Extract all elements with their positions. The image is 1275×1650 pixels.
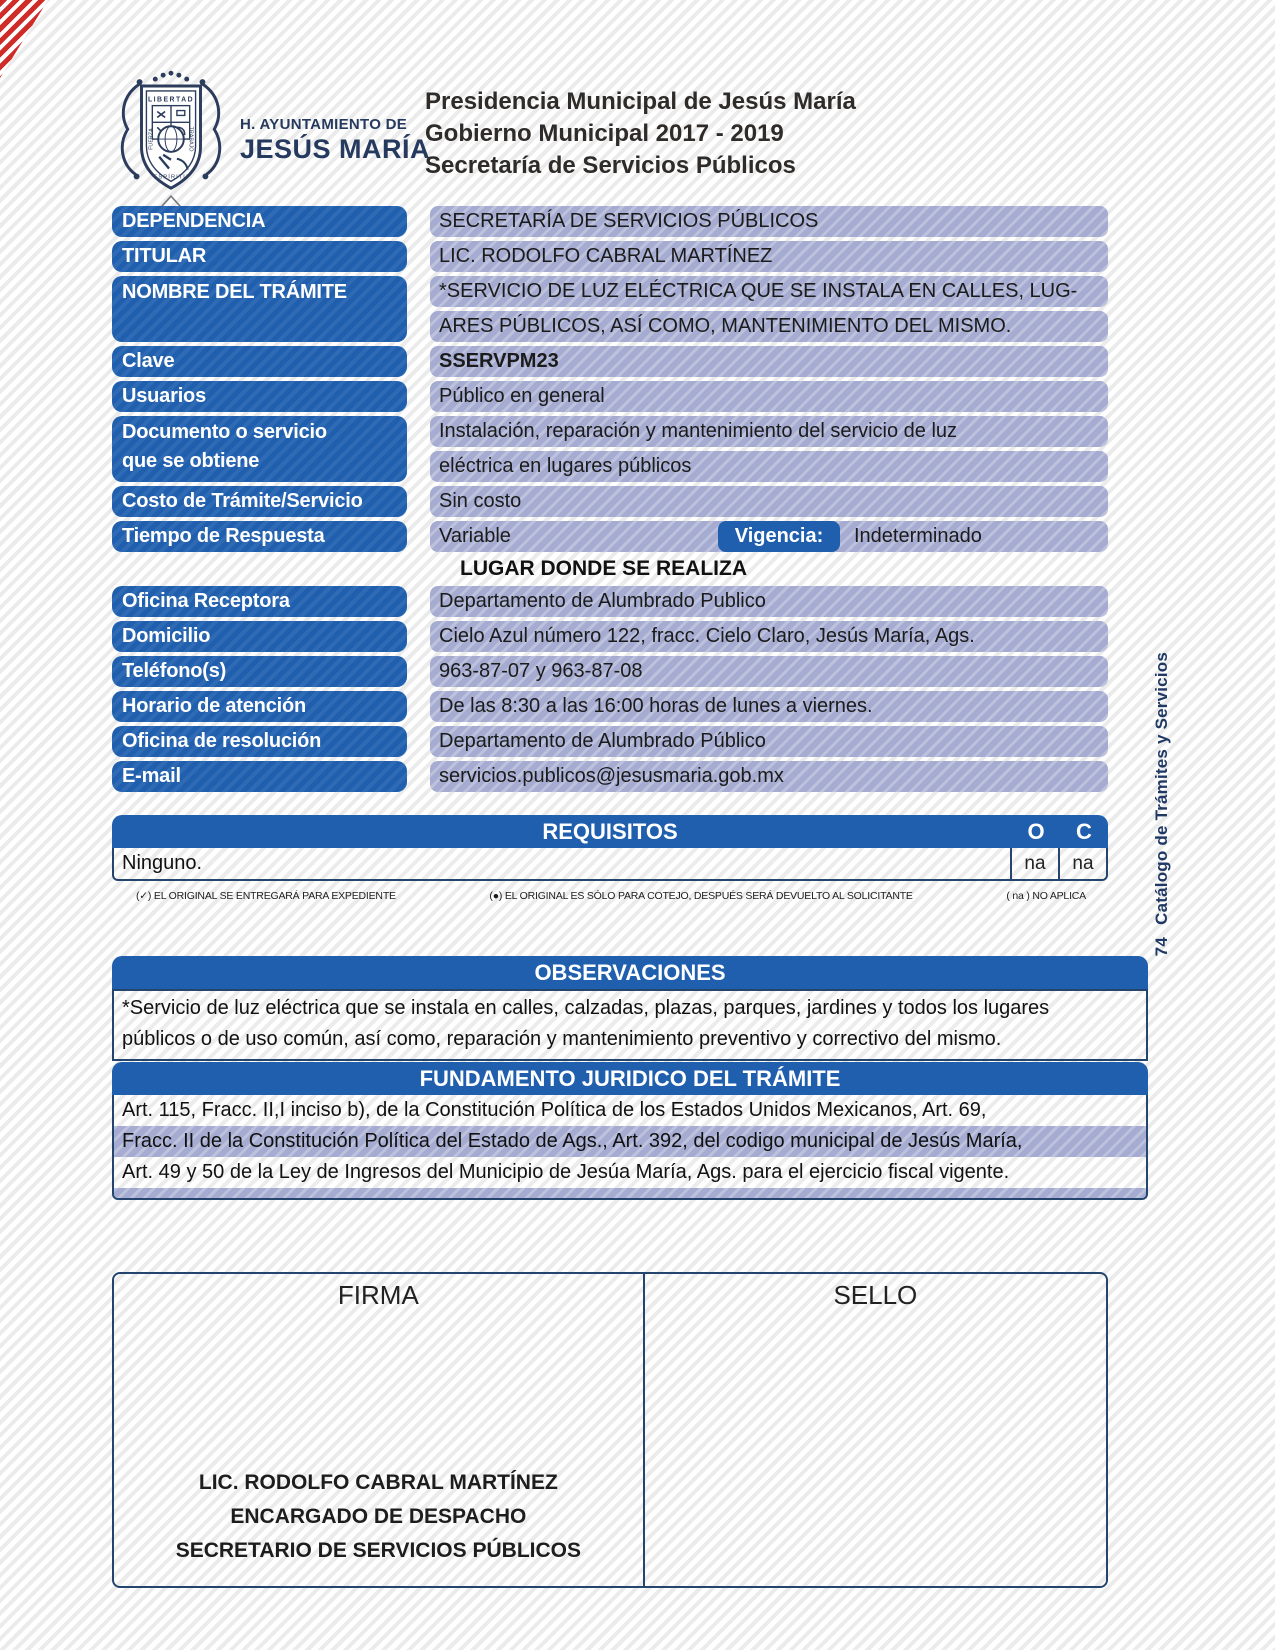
field-value-vigencia: Indeterminado: [854, 525, 982, 547]
signature-role1: ENCARGADO DE DESPACHO: [230, 1505, 527, 1528]
page-corner-decoration: [0, 0, 48, 78]
field-value-telefono: 963-87-07 y 963-87-08: [430, 656, 1108, 687]
field-label-titular: TITULAR: [112, 241, 407, 272]
field-value-usuarios: Público en general: [430, 381, 1108, 412]
observaciones-line1: *Servicio de luz eléctrica que se instala en calles, calzadas, plazas, parques, jardines y todos los lugares: [122, 997, 1050, 1019]
requisitos-row: [112, 848, 1108, 881]
field-label-clave: Clave: [112, 346, 407, 377]
field-value-documento-line2: eléctrica en lugares públicos: [430, 451, 1108, 482]
field-label-documento: [112, 416, 407, 482]
observaciones-header: [112, 956, 1148, 989]
page-header: [112, 68, 430, 218]
row-nombre-tramite: [112, 276, 1108, 342]
requisitos-section: [112, 815, 1108, 902]
lugar-section-title: LUGAR DONDE SE REALIZA: [460, 557, 748, 580]
signature-role2: SECRETARIO DE SERVICIOS PÚBLICOS: [175, 1539, 581, 1562]
sidebar-catalog-label: Catálogo de Trámites y Servicios: [1152, 652, 1171, 925]
footnote-original-expediente: (✓) EL ORIGINAL SE ENTREGARÁ PARA EXPEDIENTE: [136, 890, 396, 902]
requisito-text: Ninguno.: [122, 852, 203, 874]
field-label-horario: Horario de atención: [112, 691, 407, 722]
requisito-cell-o: na: [1010, 848, 1058, 879]
fundamento-header: [112, 1062, 1148, 1095]
row-usuarios: [112, 381, 1108, 412]
field-label-nombre-tramite: NOMBRE DEL TRÁMITE: [112, 276, 407, 342]
field-value-clave: SSERVPM23: [430, 346, 1108, 377]
requisitos-col-c: C: [1076, 818, 1092, 844]
field-label-telefono: Teléfono(s): [112, 656, 407, 687]
fundamento-section: [112, 1062, 1148, 1200]
org-name-line2: JESÚS MARÍA: [240, 134, 431, 164]
field-value-nombre-tramite-line2: ARES PÚBLICOS, ASÍ COMO, MANTENIMIENTO DEL MISMO.: [430, 311, 1108, 342]
crest-motto-left: FUERZA: [148, 128, 155, 150]
field-value-horario: De las 8:30 a las 16:00 horas de lunes a viernes.: [430, 691, 1108, 722]
requisitos-col-o: O: [1027, 818, 1045, 844]
crest-motto-bottom: ESPÍRITU: [153, 174, 189, 181]
field-value-costo: Sin costo: [430, 486, 1108, 517]
field-label-costo: Costo de Trámite/Servicio: [112, 486, 407, 517]
org-name-block: [240, 116, 430, 218]
row-clave: [112, 346, 1108, 377]
field-label-dependencia: DEPENDENCIA: [112, 206, 407, 237]
field-label-tiempo: Tiempo de Respuesta: [112, 521, 407, 552]
fundamento-highlight-strip: [114, 1188, 1146, 1198]
row-horario: [112, 691, 1108, 722]
fundamento-line3: Art. 49 y 50 de la Ley de Ingresos del Municipio de Jesúa María, Ags. para el ejercicio fiscal vigente.: [122, 1161, 1010, 1183]
requisitos-header: [112, 815, 1108, 848]
row-titular: [112, 241, 1108, 272]
tiempo-value-text: Variable: [439, 525, 511, 547]
firma-column: [114, 1274, 645, 1586]
fundamento-title: FUNDAMENTO JURIDICO DEL TRÁMITE: [419, 1065, 841, 1091]
field-label-documento-line1: Documento o servicio: [122, 421, 327, 443]
row-telefono: [112, 656, 1108, 687]
coat-of-arms-icon: [112, 68, 230, 218]
title-line2: Gobierno Municipal 2017 - 2019: [425, 120, 784, 147]
signature-block: [176, 1466, 581, 1568]
row-tiempo-vigencia: [112, 521, 1108, 552]
field-value-tiempo: [430, 521, 1108, 552]
observaciones-body: [112, 989, 1148, 1061]
crest-motto-top: LIBERTAD: [147, 96, 195, 104]
row-oficina-receptora: [112, 586, 1108, 617]
field-value-titular: LIC. RODOLFO CABRAL MARTÍNEZ: [430, 241, 1108, 272]
firma-sello-box: [112, 1272, 1108, 1588]
field-label-vigencia: Vigencia:: [718, 521, 840, 552]
document-title: [425, 86, 856, 182]
fundamento-body: [112, 1095, 1148, 1200]
field-value-oficina-resolucion: Departamento de Alumbrado Público: [430, 726, 1108, 757]
firma-title: FIRMA: [337, 1280, 419, 1310]
field-value-email: servicios.publicos@jesusmaria.gob.mx: [430, 761, 1108, 792]
observaciones-line2: públicos o de uso común, así como, reparación y mantenimiento preventivo y correctivo del mismo.: [122, 1028, 1002, 1050]
signature-name: LIC. RODOLFO CABRAL MARTÍNEZ: [198, 1471, 558, 1494]
crest-motto-right: TRABAJO: [187, 126, 194, 152]
observaciones-section: [112, 956, 1148, 1061]
requisitos-footnotes: [112, 890, 1108, 902]
field-value-dependencia: SECRETARÍA DE SERVICIOS PÚBLICOS: [430, 206, 1108, 237]
row-dependencia: [112, 206, 1108, 237]
field-label-domicilio: Domicilio: [112, 621, 407, 652]
row-costo: [112, 486, 1108, 517]
field-label-oficina-receptora: Oficina Receptora: [112, 586, 407, 617]
field-label-usuarios: Usuarios: [112, 381, 407, 412]
row-email: [112, 761, 1108, 792]
footnote-no-aplica: ( na ) NO APLICA: [1006, 890, 1086, 902]
page-sidebar: [1140, 652, 1184, 956]
requisitos-title: REQUISITOS: [542, 818, 678, 844]
sello-title: SELLO: [833, 1280, 918, 1310]
footnote-original-cotejo: (●) EL ORIGINAL ES SÓLO PARA COTEJO, DESPUÉS SERÁ DEVUELTO AL SOLICITANTE: [489, 890, 913, 902]
title-line1: Presidencia Municipal de Jesús María: [425, 88, 856, 115]
field-label-email: E-mail: [112, 761, 407, 792]
row-oficina-resolucion: [112, 726, 1108, 757]
row-domicilio: [112, 621, 1108, 652]
fundamento-line1: Art. 115, Fracc. II,I inciso b), de la Constitución Política de los Estados Unidos Mexicanos, Art. 69,: [122, 1099, 987, 1121]
field-value-documento-line1: Instalación, reparación y mantenimiento del servicio de luz: [430, 416, 1108, 447]
field-value-nombre-tramite-line1: *SERVICIO DE LUZ ELÉCTRICA QUE SE INSTALA EN CALLES, LUG-: [430, 276, 1108, 307]
row-documento: [112, 416, 1108, 482]
title-line3: Secretaría de Servicios Públicos: [425, 152, 796, 179]
observaciones-title: OBSERVACIONES: [534, 959, 726, 985]
info-table: [112, 206, 1108, 792]
field-label-oficina-resolucion: Oficina de resolución: [112, 726, 407, 757]
fundamento-line2: Fracc. II de la Constitución Política del Estado de Ags., Art. 392, del codigo municipal de Jesús María,: [114, 1126, 1146, 1157]
sello-column: [645, 1274, 1106, 1586]
requisito-cell-c: na: [1058, 848, 1106, 879]
org-name-line1: H. AYUNTAMIENTO DE: [240, 116, 408, 133]
field-value-domicilio: Cielo Azul número 122, fracc. Cielo Claro, Jesús María, Ags.: [430, 621, 1108, 652]
field-value-oficina-receptora: Departamento de Alumbrado Publico: [430, 586, 1108, 617]
field-label-documento-line2: que se obtiene: [122, 450, 260, 472]
page-number: 74: [1152, 936, 1171, 957]
